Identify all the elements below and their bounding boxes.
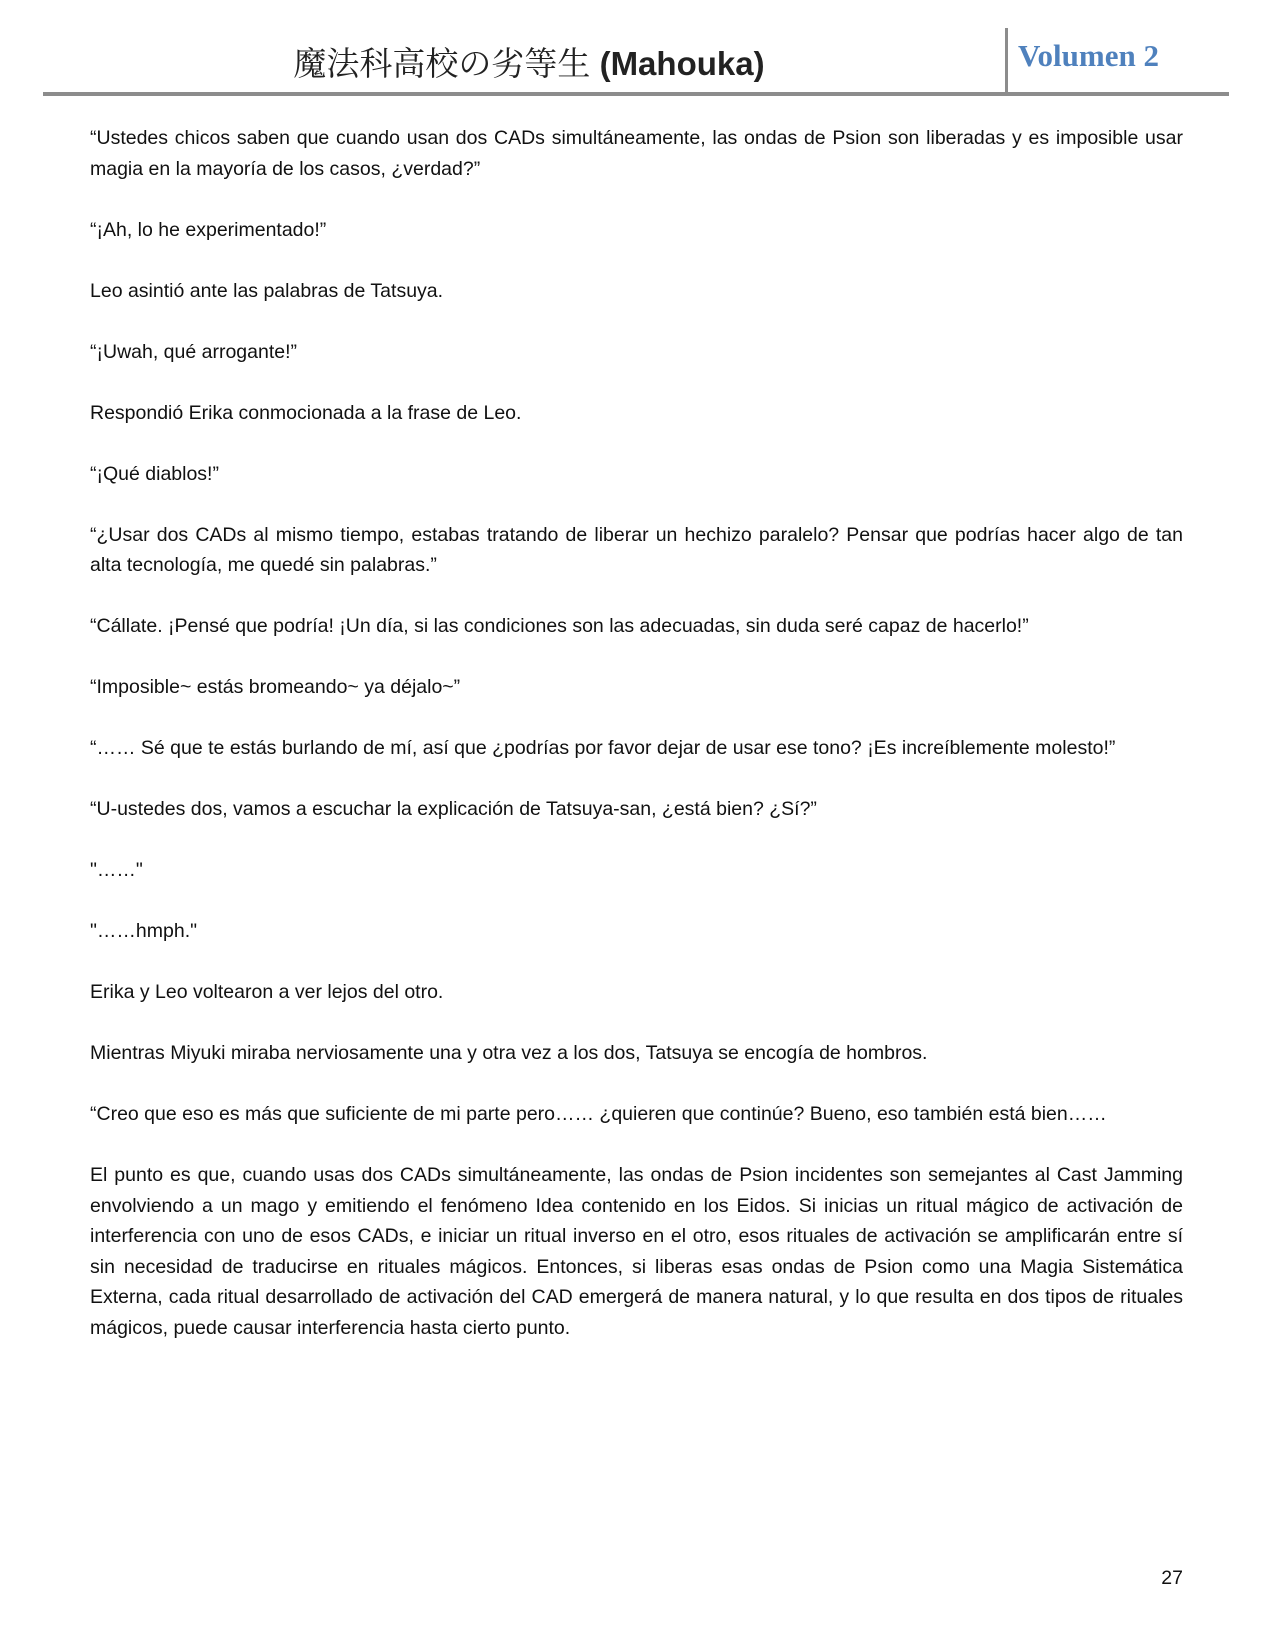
page-header <box>43 28 1229 96</box>
paragraph: “Cállate. ¡Pensé que podría! ¡Un día, si las condiciones son las adecuadas, sin duda seré capaz de hacerlo!” <box>90 615 1029 637</box>
paragraph: “¡Uwah, qué arrogante!” <box>90 340 298 363</box>
paragraph: Leo asintió ante las palabras de Tatsuya. <box>90 279 444 302</box>
book-title-japanese: 魔法科高校の劣等生 <box>293 45 591 82</box>
paragraph: “¿Usar dos CADs al mismo tiempo, estabas tratando de liberar un hechizo paralelo? Pensar que podrías hacer algo de tan alta tecnología, me quedé sin palabras.” <box>90 523 1183 576</box>
paragraph: “¡Qué diablos!” <box>90 462 219 485</box>
paragraph: “Ustedes chicos saben que cuando usan dos CADs simultáneamente, las ondas de Psion son liberadas y es imposible usar magia en la mayoría de los casos, ¿verdad?” <box>90 127 1183 180</box>
paragraph: "……" <box>90 859 143 881</box>
page-number: 27 <box>1161 1567 1183 1589</box>
paragraph: Erika y Leo voltearon a ver lejos del otro. <box>90 981 444 1003</box>
paragraph: Respondió Erika conmocionada a la frase de Leo. <box>90 401 522 424</box>
paragraph: “¡Ah, lo he experimentado!” <box>90 218 327 241</box>
volume-label: Volumen 2 <box>1018 38 1159 73</box>
paragraph: Mientras Miyuki miraba nerviosamente una y otra vez a los dos, Tatsuya se encogía de hombros. <box>90 1042 928 1064</box>
book-title-romaji: (Mahouka) <box>599 45 765 82</box>
paragraph: “U-ustedes dos, vamos a escuchar la explicación de Tatsuya-san, ¿está bien? ¿Sí?” <box>90 798 817 820</box>
paragraph: “…… Sé que te estás burlando de mí, así que ¿podrías por favor dejar de usar ese tono? ¡Es increíblemente molesto!” <box>90 737 1116 759</box>
header-divider <box>1005 28 1008 92</box>
paragraph: “Creo que eso es más que suficiente de mi parte pero…… ¿quieren que continúe? Bueno, eso también está bien…… <box>90 1103 1107 1125</box>
book-title <box>43 38 1015 85</box>
page-body <box>90 123 1183 1374</box>
paragraph: "……hmph." <box>90 920 198 942</box>
paragraph: El punto es que, cuando usas dos CADs simultáneamente, las ondas de Psion incidentes son semejantes al Cast Jamming envolviendo a un mago y emitiendo el fenómeno Idea contenido en los Eidos. Si inicias un ritual mágico de activación de interferencia con uno de esos CADs, e iniciar un ritual inverso en el otro, esos rituales de activación se amplificarán entre sí sin necesidad de traducirse en rituales mágicos. Entonces, si liberas esas ondas de Psion como una Magia Sistemática Externa, cada ritual desarrollado de activación del CAD emergerá de manera natural, y lo que resulta en dos tipos de rituales mágicos, puede causar interferencia hasta cierto punto. <box>90 1164 1183 1339</box>
paragraph: “Imposible~ estás bromeando~ ya déjalo~” <box>90 676 461 698</box>
